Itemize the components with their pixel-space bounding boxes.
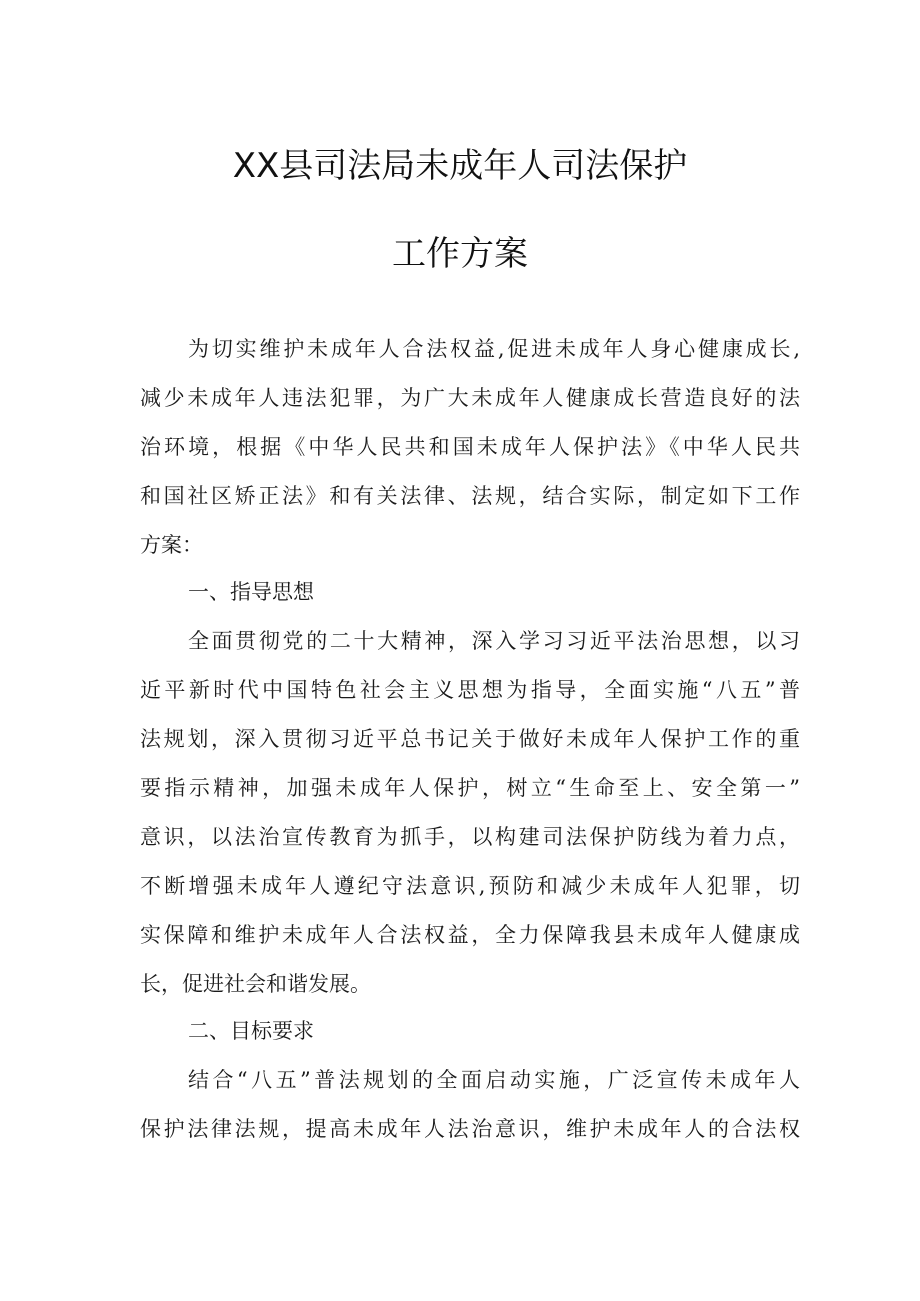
paragraph-line: 治环境，根据《中华人民共和国未成年人保护法》《中华人民共	[140, 435, 800, 459]
paragraph-line: 保护法律法规，提高未成年人法治意识，维护未成年人的合法权	[140, 1117, 800, 1141]
section-heading: 二、目标要求	[188, 1019, 314, 1043]
paragraph-line: 减少未成年人违法犯罪，为广大未成年人健康成长营造良好的法	[140, 386, 800, 410]
section-heading: 一、指导思想	[188, 580, 314, 604]
document-title-line-1: XX县司法局未成年人司法保护	[232, 146, 688, 186]
paragraph-line: 法规划，深入贯彻习近平总书记关于做好未成年人保护工作的重	[140, 727, 800, 751]
paragraph-line: 意识，以法治宣传教育为抓手，以构建司法保护防线为着力点，	[140, 825, 800, 849]
paragraph-line: 实保障和维护未成年人合法权益，全力保障我县未成年人健康成	[140, 923, 800, 947]
paragraph-line: 为切实维护未成年人合法权益,促进未成年人身心健康成长,	[188, 337, 800, 361]
paragraph-line: 长，促进社会和谐发展。	[140, 972, 371, 996]
paragraph-line: 全面贯彻党的二十大精神，深入学习习近平法治思想，以习	[188, 629, 800, 653]
paragraph-line: 不断增强未成年人遵纪守法意识,预防和减少未成年人犯罪，切	[140, 874, 800, 898]
paragraph-line: 方案：	[140, 533, 203, 557]
paragraph-line: 近平新时代中国特色社会主义思想为指导，全面实施“八五”普	[140, 678, 800, 702]
paragraph-line: 结合“八五”普法规划的全面启动实施，广泛宣传未成年人	[188, 1068, 800, 1092]
paragraph-line: 和国社区矫正法》和有关法律、法规，结合实际，制定如下工作	[140, 484, 800, 508]
paragraph-line: 要指示精神，加强未成年人保护，树立“生命至上、安全第一”	[140, 776, 800, 800]
document-title-line-2: 工作方案	[392, 234, 528, 274]
